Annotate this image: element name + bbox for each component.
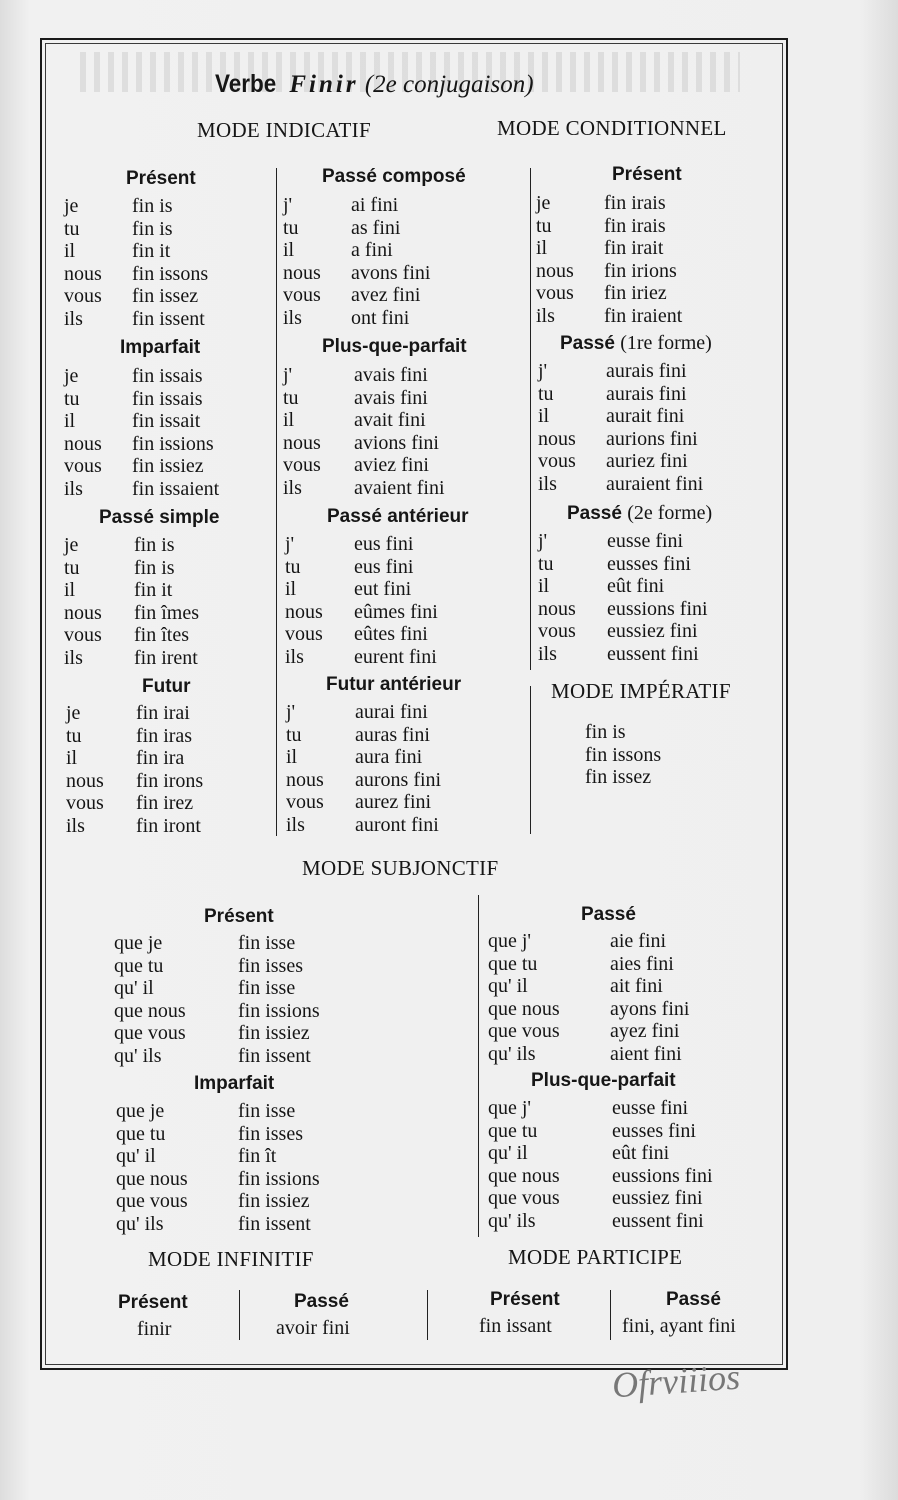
form-column (351, 194, 430, 330)
title-verb: Finir (289, 71, 359, 98)
verb-form: avait fini (354, 409, 426, 432)
pronoun: qu' ils (488, 1042, 536, 1065)
pronoun-column (283, 364, 321, 500)
pronoun-column (488, 1097, 560, 1233)
pronoun: tu (283, 216, 299, 239)
pronoun: qu' ils (488, 1209, 536, 1232)
verb-form: fin îtes (134, 624, 189, 647)
column-divider-right (530, 168, 531, 670)
verb-form: ayons fini (610, 997, 690, 1020)
pronoun: ils (536, 304, 555, 327)
pronoun: tu (536, 214, 552, 237)
pronoun: vous (64, 624, 102, 647)
pronoun-column (536, 192, 574, 328)
verb-form: eût fini (607, 575, 665, 598)
verb-form: fin isse (238, 932, 296, 954)
pronoun-column (114, 932, 186, 1068)
mode-subjonctif-heading: MODE SUBJONCTIF (302, 856, 499, 880)
verb-form: ayez fini (610, 1020, 680, 1043)
pronoun-column (538, 360, 576, 496)
pronoun: tu (538, 382, 554, 405)
form-column (132, 195, 208, 331)
verb-form: eussiez fini (612, 1187, 703, 1210)
verb-form: ai fini (351, 194, 399, 216)
tense-heading: Plus-que-parfait (531, 1070, 676, 1091)
verb-form: fin issions (238, 999, 320, 1022)
verb-form: fin is (134, 534, 175, 556)
form-column (132, 365, 219, 501)
verb-form: aient fini (610, 1042, 682, 1065)
verb-form: eusses fini (612, 1119, 696, 1142)
pronoun: nous (66, 769, 104, 792)
column-divider-left (276, 168, 277, 836)
tense-heading: Présent (490, 1289, 560, 1310)
verb-form: fin irions (604, 259, 677, 282)
verb-form: eusses fini (607, 552, 691, 575)
pronoun: ils (64, 477, 83, 500)
form-column (238, 932, 320, 1068)
pronoun: vous (536, 282, 574, 305)
pronoun: ils (285, 645, 304, 668)
form-column (610, 930, 689, 1066)
pronoun: ils (538, 472, 557, 495)
verb-form: eussent fini (612, 1209, 704, 1232)
pronoun-column (538, 530, 576, 666)
participe-present-form: fin issant (479, 1315, 552, 1337)
pronoun: qu' il (488, 975, 528, 998)
pronoun: qu' il (488, 1142, 528, 1165)
pronoun-column (64, 365, 102, 501)
pronoun: que je (116, 1100, 165, 1122)
pronoun: il (538, 405, 550, 428)
pronoun: vous (66, 792, 104, 815)
title-conjugation: (2e conjugaison) (364, 71, 534, 98)
pronoun: que vous (488, 1187, 560, 1210)
pronoun: il (64, 410, 76, 433)
verb-form: eûtes fini (354, 623, 428, 646)
verb-form: aie fini (610, 930, 667, 952)
pronoun: nous (283, 261, 321, 284)
pronoun: vous (64, 285, 102, 308)
pronoun: que j' (488, 1097, 532, 1119)
verb-form: eurent fini (354, 645, 437, 668)
pronoun: que nous (488, 997, 560, 1020)
tense-heading: Présent (204, 906, 274, 927)
verb-form: fin issent (238, 1212, 311, 1235)
pronoun: nous (538, 427, 576, 450)
tense-heading: Futur antérieur (326, 674, 462, 695)
verb-form: aurait fini (606, 405, 685, 428)
pronoun: tu (64, 556, 80, 579)
pronoun: qu' il (116, 1145, 156, 1168)
verb-form: fin isse (238, 1100, 296, 1122)
pronoun: nous (64, 432, 102, 455)
verb-form: fin irons (136, 769, 204, 792)
pronoun: que nous (488, 1164, 560, 1187)
pronoun-column (488, 930, 560, 1066)
pronoun: nous (64, 262, 102, 285)
tense-heading: Imparfait (120, 337, 201, 358)
column-divider-right-lower (530, 686, 531, 834)
pronoun: tu (285, 555, 301, 578)
pronoun: il (285, 578, 297, 601)
verb-form: fin issent (238, 1044, 311, 1067)
pronoun: vous (538, 450, 576, 473)
form-column (136, 702, 203, 838)
pronoun: que j' (488, 930, 532, 952)
verb-form: fin irait (604, 237, 664, 260)
verb-form: fin issions (132, 432, 214, 455)
pronoun: je (64, 365, 79, 387)
tense-heading: Passé composé (322, 166, 466, 187)
verb-form: fin is (134, 556, 175, 579)
mode-divider-bottom (427, 1290, 428, 1340)
verb-form: fin iraient (604, 304, 683, 327)
verb-form: fin irent (134, 646, 198, 669)
verb-form: eusse fini (612, 1097, 689, 1119)
tense-heading: Passé (666, 1289, 721, 1310)
pronoun: que vous (488, 1020, 560, 1043)
pronoun: j' (538, 360, 548, 382)
verb-form: auriez fini (606, 450, 688, 473)
verb-form: eussions fini (607, 597, 708, 620)
pronoun: ils (283, 306, 302, 329)
pronoun: tu (286, 723, 302, 746)
verb-form: fin it (134, 579, 173, 602)
verb-form: fin irez (136, 792, 194, 815)
verb-form: fin issent (132, 307, 205, 330)
verb-form: eussions fini (612, 1164, 713, 1187)
tense-heading: Plus-que-parfait (322, 336, 467, 357)
tense-heading: Présent (612, 164, 682, 185)
verb-form: fin ît (238, 1145, 277, 1168)
verb-form: fin issons (132, 262, 209, 285)
pronoun: qu' ils (116, 1212, 164, 1235)
pronoun: nous (538, 597, 576, 620)
verb-form: fin issais (132, 365, 203, 387)
tense-heading: Futur (142, 676, 191, 697)
verb-form: eût fini (612, 1142, 670, 1165)
verb-form: fin issaient (132, 477, 220, 500)
title-verbe: Verbe (215, 70, 277, 98)
verb-form: avais fini (354, 364, 428, 386)
pronoun: je (66, 702, 81, 724)
pronoun: ils (66, 814, 85, 837)
pronoun: je (536, 192, 551, 214)
pronoun: il (66, 747, 78, 770)
handwritten-note: Ofrviiios (610, 1356, 742, 1406)
verb-form: aviez fini (354, 454, 429, 477)
verb-form: fin isses (238, 1122, 303, 1145)
pronoun: que tu (114, 954, 164, 977)
tense-heading: Passé antérieur (327, 506, 469, 527)
pronoun-column (116, 1100, 188, 1236)
pronoun-column (283, 194, 321, 330)
pronoun: il (286, 746, 298, 769)
verb-form: eut fini (354, 578, 412, 601)
pronoun: j' (538, 530, 548, 552)
tense-heading: Passé simple (99, 507, 220, 528)
pronoun: qu' il (114, 977, 154, 1000)
pronoun: il (536, 237, 548, 260)
mode-infinitif-heading: MODE INFINITIF (148, 1247, 314, 1271)
infinitif-passe-form: avoir fini (276, 1317, 350, 1339)
verb-form: fin iras (136, 724, 193, 747)
verb-form: fin issiez (238, 1190, 310, 1213)
verb-form: avais fini (354, 386, 428, 409)
pronoun: tu (64, 387, 80, 410)
pronoun: vous (283, 454, 321, 477)
tense-heading: Passé (294, 1291, 349, 1312)
pronoun: je (64, 534, 79, 556)
verb-form: eûmes fini (354, 600, 438, 623)
verb-form: avions fini (354, 431, 439, 454)
form-column (355, 701, 441, 837)
verb-form: aurai fini (355, 701, 428, 723)
tense-heading: Imparfait (194, 1073, 275, 1094)
verb-form: eus fini (354, 555, 414, 578)
verb-form: aura fini (355, 746, 423, 769)
verb-form: fin issons (585, 743, 662, 766)
pronoun: je (64, 195, 79, 217)
verb-form: fin irais (604, 214, 666, 237)
verb-form: fin îmes (134, 601, 199, 624)
pronoun: ils (64, 307, 83, 330)
verb-form: as fini (351, 216, 401, 239)
verb-form: fin issez (585, 766, 652, 789)
verb-form: fin issions (238, 1167, 320, 1190)
pronoun-column (64, 534, 102, 670)
pronoun: vous (285, 623, 323, 646)
participe-passe-form: fini, ayant fini (622, 1315, 736, 1337)
pronoun: vous (286, 791, 324, 814)
pronoun: j' (285, 533, 295, 555)
verb-form: fin it (132, 240, 171, 263)
pronoun: qu' ils (114, 1044, 162, 1067)
imperatif-forms (585, 721, 661, 789)
pronoun: que je (114, 932, 163, 954)
verb-form: aurais fini (606, 360, 687, 382)
pronoun: ils (286, 813, 305, 836)
form-column (604, 192, 682, 328)
pronoun: que tu (488, 1119, 538, 1142)
verb-form: fin issais (132, 387, 203, 410)
verb-form: fin issiez (132, 455, 204, 478)
tense-heading: Présent (126, 168, 196, 189)
verb-form: fin is (585, 721, 626, 743)
verb-form: eus fini (354, 533, 414, 555)
pronoun: il (283, 239, 295, 262)
pronoun: ils (283, 476, 302, 499)
pronoun: il (538, 575, 550, 598)
tense-heading: Présent (118, 1292, 188, 1313)
tense-heading: Passé (581, 904, 636, 925)
pronoun: tu (538, 552, 554, 575)
verb-form: aies fini (610, 952, 674, 975)
pronoun: ils (538, 642, 557, 665)
pronoun: que nous (114, 999, 186, 1022)
form-column (612, 1097, 713, 1233)
pronoun-column (286, 701, 324, 837)
form-column (238, 1100, 320, 1236)
verb-form: ont fini (351, 306, 410, 329)
pronoun: tu (64, 217, 80, 240)
pronoun: ils (64, 646, 83, 669)
infinitif-divider (239, 1290, 240, 1340)
form-column (354, 533, 438, 669)
verb-form: auront fini (355, 813, 439, 836)
verb-form: aurais fini (606, 382, 687, 405)
verb-form: fin ira (136, 747, 185, 770)
pronoun: que vous (114, 1022, 186, 1045)
tense-heading: Passé (1re forme) (560, 332, 712, 354)
verb-form: fin issez (132, 285, 199, 308)
pronoun: nous (536, 259, 574, 282)
infinitif-present-form: finir (137, 1318, 172, 1340)
tense-heading: Passé (2e forme) (567, 502, 713, 524)
verb-form: fin irai (136, 702, 190, 724)
participe-divider (610, 1290, 611, 1340)
verb-form: fin iriez (604, 282, 667, 305)
pronoun: il (283, 409, 295, 432)
verb-form: fin isse (238, 977, 296, 1000)
mode-participe-heading: MODE PARTICIPE (508, 1245, 683, 1269)
pronoun: que tu (116, 1122, 166, 1145)
verb-form: aurions fini (606, 427, 698, 450)
pronoun: j' (283, 194, 293, 216)
form-column (134, 534, 199, 670)
verb-form: ait fini (610, 975, 663, 998)
form-column (606, 360, 703, 496)
pronoun: tu (66, 724, 82, 747)
pronoun: vous (64, 455, 102, 478)
page-title (215, 70, 534, 99)
pronoun-column (66, 702, 104, 838)
verb-form: fin is (132, 217, 173, 240)
verb-form: fin issiez (238, 1022, 310, 1045)
verb-form: avaient fini (354, 476, 445, 499)
pronoun: que vous (116, 1190, 188, 1213)
pronoun-column (285, 533, 323, 669)
verb-form: auraient fini (606, 472, 704, 495)
pronoun: j' (286, 701, 296, 723)
mode-imperatif-heading: MODE IMPÉRATIF (551, 679, 731, 703)
verb-form: fin iront (136, 814, 201, 837)
pronoun: il (64, 579, 76, 602)
verb-form: avez fini (351, 284, 421, 307)
form-column (354, 364, 445, 500)
pronoun: j' (283, 364, 293, 386)
pronoun: nous (286, 768, 324, 791)
verb-form: eussiez fini (607, 620, 698, 643)
subjonctif-divider (478, 895, 479, 1237)
pronoun-column (64, 195, 102, 331)
verb-form: eusse fini (607, 530, 684, 552)
pronoun: il (64, 240, 76, 263)
verb-form: fin irais (604, 192, 666, 214)
verb-form: aurons fini (355, 768, 442, 791)
verb-form: avons fini (351, 261, 431, 284)
pronoun: nous (283, 431, 321, 454)
pronoun: vous (538, 620, 576, 643)
verb-form: fin issait (132, 410, 201, 433)
pronoun: nous (285, 600, 323, 623)
mode-conditionnel-heading: MODE CONDITIONNEL (497, 116, 727, 140)
verb-form: eussent fini (607, 642, 699, 665)
pronoun: que nous (116, 1167, 188, 1190)
pronoun: que tu (488, 952, 538, 975)
verb-form: a fini (351, 239, 393, 262)
mode-indicatif-heading: MODE INDICATIF (197, 118, 371, 142)
verb-form: fin isses (238, 954, 303, 977)
verb-form: auras fini (355, 723, 430, 746)
verb-form: fin is (132, 195, 173, 217)
pronoun: nous (64, 601, 102, 624)
verb-form: aurez fini (355, 791, 432, 814)
form-column (607, 530, 708, 666)
pronoun: vous (283, 284, 321, 307)
pronoun: tu (283, 386, 299, 409)
